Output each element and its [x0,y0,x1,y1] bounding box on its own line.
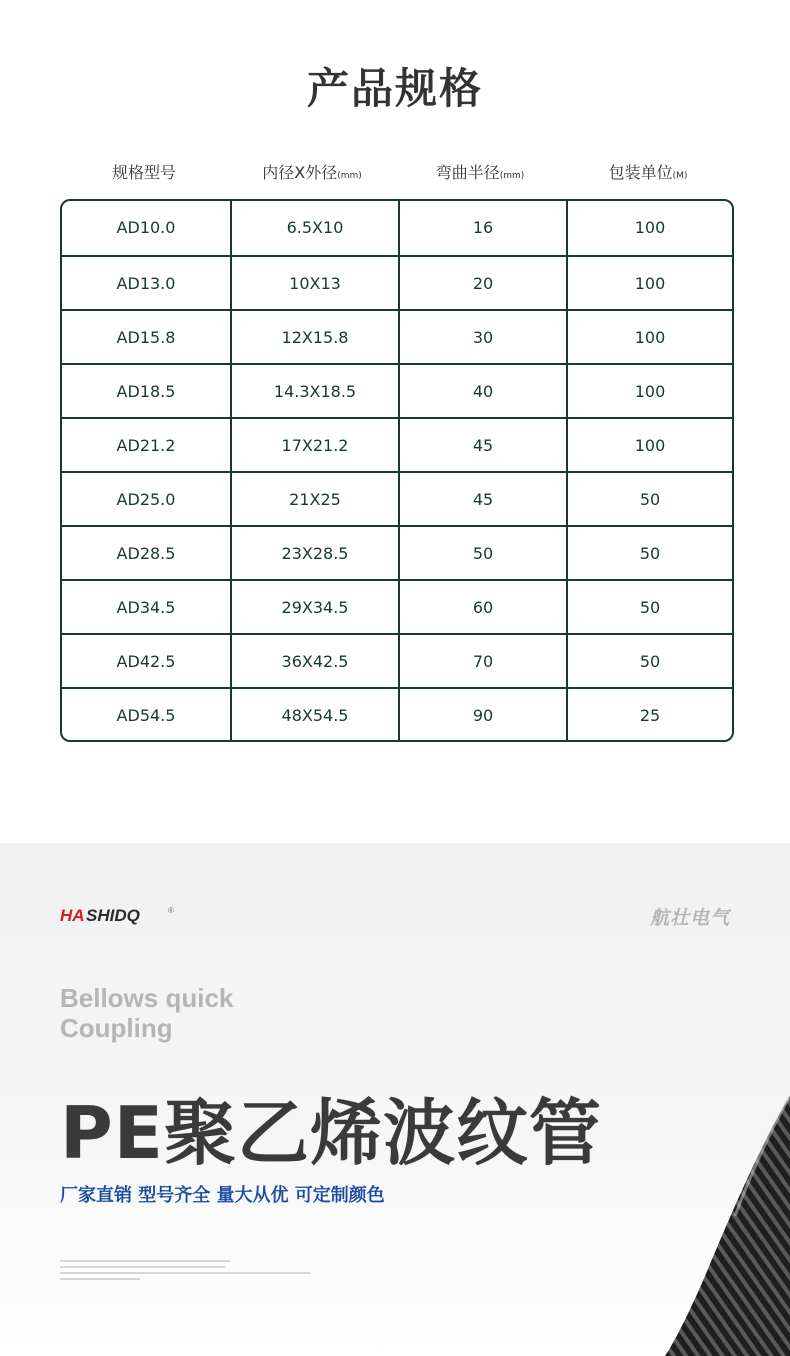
cell-package-unit: 100 [566,365,732,419]
cell-bend-radius: 30 [398,311,566,365]
table-row [62,579,732,635]
cell-bend-radius: 20 [398,257,566,311]
table-row [62,471,732,527]
table-row [62,201,732,255]
cell-model: AD54.5 [116,706,176,725]
cell-diameter: 6.5X10 [230,201,398,255]
cell-diameter: 17X21.2 [230,419,398,473]
table-row [62,525,732,581]
product-title: PE聚乙烯波纹管 [60,1091,602,1175]
cell-package-unit: 50 [566,527,732,581]
corrugated-pipe-image [620,1056,790,1356]
svg-text:®: ® [168,906,174,915]
product-tagline: 厂家直销 型号齐全 量大从优 可定制颜色 [60,1185,385,1206]
header-model: 规格型号 [111,163,176,182]
english-title [60,983,233,1043]
cell-bend-radius: 60 [398,581,566,635]
cell-diameter: 23X28.5 [230,527,398,581]
fine-print-decoration [60,1260,320,1284]
spec-title: 产品规格 [306,64,483,113]
cell-bend-radius: 40 [398,365,566,419]
table-row [62,633,732,689]
cell-bend-radius: 16 [398,201,566,255]
spec-table [60,199,734,742]
cell-model: AD18.5 [116,382,176,401]
cell-diameter: 10X13 [230,257,398,311]
cell-package-unit: 50 [566,473,732,527]
table-row [62,417,732,473]
cell-package-unit: 100 [566,257,732,311]
cell-package-unit: 50 [566,635,732,689]
english-title-line1: Bellows quick [60,983,234,1013]
cell-diameter: 21X25 [230,473,398,527]
cell-bend-radius: 50 [398,527,566,581]
english-title-line2: Coupling [60,1013,173,1043]
cell-model: AD13.0 [116,274,176,293]
table-row [62,255,732,311]
header-bend-radius: 弯曲半径(mm) [435,163,525,182]
cell-model: AD42.5 [116,652,176,671]
header-diameter: 内径X外径(mm) [262,163,362,182]
cell-model: AD28.5 [116,544,176,563]
table-row [62,309,732,365]
cell-package-unit: 100 [566,311,732,365]
cell-bend-radius: 45 [398,473,566,527]
cell-diameter: 12X15.8 [230,311,398,365]
cell-model: AD25.0 [116,490,176,509]
cell-bend-radius: 45 [398,419,566,473]
product-banner [0,843,790,1356]
table-row [62,687,732,742]
cell-model: AD34.5 [116,598,176,617]
cell-bend-radius: 70 [398,635,566,689]
table-header-row [60,160,734,184]
cell-diameter: 48X54.5 [230,689,398,742]
cell-bend-radius: 90 [398,689,566,742]
cell-diameter: 14.3X18.5 [230,365,398,419]
cell-model: AD10.0 [116,218,176,237]
cell-package-unit: 50 [566,581,732,635]
table-row [62,363,732,419]
cell-diameter: 29X34.5 [230,581,398,635]
header-package-unit: 包装单位(M) [608,163,688,182]
svg-text:SHIDQ: SHIDQ [86,906,140,925]
cell-diameter: 36X42.5 [230,635,398,689]
svg-text:HA: HA [60,906,85,925]
cell-package-unit: 25 [566,689,732,742]
hashidq-logo [60,905,178,925]
cell-model: AD15.8 [116,328,176,347]
cell-model: AD21.2 [116,436,176,455]
cell-package-unit: 100 [566,419,732,473]
cell-package-unit: 100 [566,201,732,255]
brand-name-cn: 航壮电气 [649,907,730,929]
